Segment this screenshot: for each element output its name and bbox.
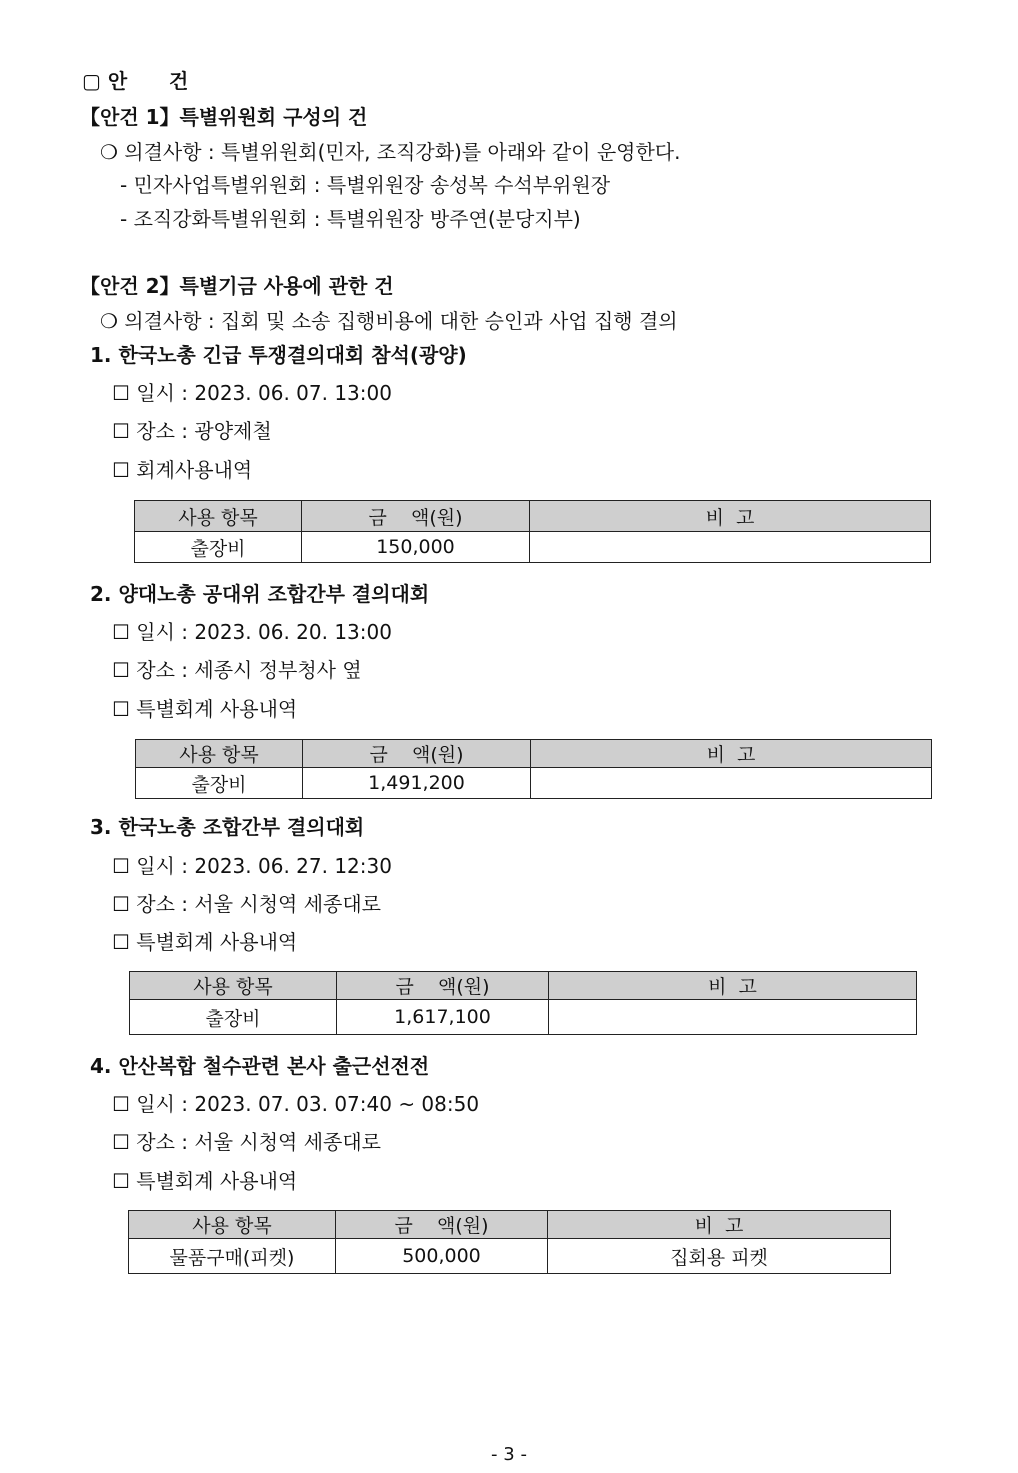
usage-table bbox=[129, 971, 917, 1035]
cell-item: 출장비 bbox=[136, 768, 303, 799]
event-usage-label: ☐ 특별회계 사용내역 bbox=[112, 1169, 298, 1193]
cell-note bbox=[549, 1000, 917, 1035]
cell-item: 출장비 bbox=[135, 532, 302, 563]
header-note: 비 고 bbox=[548, 1211, 891, 1239]
header-item: 사용 항목 bbox=[130, 972, 337, 1000]
table-row bbox=[129, 1239, 891, 1274]
event-date: ☐ 일시 : 2023. 06. 20. 13:00 bbox=[112, 620, 392, 644]
header-amount: 금 액(원) bbox=[336, 1211, 548, 1239]
event-place: ☐ 장소 : 세종시 정부청사 옆 bbox=[112, 658, 362, 682]
agenda2-resolution: ❍ 의결사항 : 집회 및 소송 집행비용에 대한 승인과 사업 집행 결의 bbox=[100, 309, 678, 333]
page-number: - 3 - bbox=[491, 1444, 527, 1465]
cell-note bbox=[530, 532, 931, 563]
event-usage-label: ☐ 특별회계 사용내역 bbox=[112, 697, 298, 721]
cell-item: 물품구매(피켓) bbox=[129, 1239, 336, 1274]
header-note: 비 고 bbox=[531, 740, 932, 768]
event-place: ☐ 장소 : 서울 시청역 세종대로 bbox=[112, 892, 381, 916]
cell-item: 출장비 bbox=[130, 1000, 337, 1035]
header-note: 비 고 bbox=[530, 501, 931, 532]
section-title: ▢ 안 건 bbox=[82, 69, 189, 93]
cell-amount: 1,491,200 bbox=[303, 768, 531, 799]
event-usage-label: ☐ 특별회계 사용내역 bbox=[112, 930, 298, 954]
cell-amount: 1,617,100 bbox=[337, 1000, 549, 1035]
event-place: ☐ 장소 : 서울 시청역 세종대로 bbox=[112, 1130, 381, 1154]
event-usage-label: ☐ 회계사용내역 bbox=[112, 458, 253, 482]
header-note: 비 고 bbox=[549, 972, 917, 1000]
header-amount: 금 액(원) bbox=[303, 740, 531, 768]
event-title: 4. 안산복합 철수관련 본사 출근선전전 bbox=[90, 1054, 430, 1078]
event-date: ☐ 일시 : 2023. 06. 07. 13:00 bbox=[112, 381, 392, 405]
event-title: 3. 한국노총 조합간부 결의대회 bbox=[90, 815, 365, 839]
table-header-row bbox=[129, 1211, 891, 1239]
header-item: 사용 항목 bbox=[136, 740, 303, 768]
event-title: 2. 양대노총 공대위 조합간부 결의대회 bbox=[90, 582, 430, 606]
header-item: 사용 항목 bbox=[129, 1211, 336, 1239]
header-item: 사용 항목 bbox=[135, 501, 302, 532]
cell-note bbox=[531, 768, 932, 799]
table-header-row bbox=[130, 972, 917, 1000]
cell-amount: 150,000 bbox=[302, 532, 530, 563]
event-title: 1. 한국노총 긴급 투쟁결의대회 참석(광양) bbox=[90, 343, 467, 367]
agenda2-title: 【안건 2】특별기금 사용에 관한 건 bbox=[80, 274, 394, 298]
agenda1-item: - 조직강화특별위원회 : 특별위원장 방주연(분당지부) bbox=[120, 207, 581, 231]
cell-amount: 500,000 bbox=[336, 1239, 548, 1274]
header-amount: 금 액(원) bbox=[337, 972, 549, 1000]
agenda1-resolution: ❍ 의결사항 : 특별위원회(민자, 조직강화)를 아래와 같이 운영한다. bbox=[100, 140, 681, 164]
header-amount: 금 액(원) bbox=[302, 501, 530, 532]
table-row bbox=[130, 1000, 917, 1035]
event-place: ☐ 장소 : 광양제철 bbox=[112, 419, 272, 443]
event-date: ☐ 일시 : 2023. 06. 27. 12:30 bbox=[112, 854, 392, 878]
usage-table bbox=[128, 1210, 891, 1274]
event-date: ☐ 일시 : 2023. 07. 03. 07:40 ~ 08:50 bbox=[112, 1092, 480, 1116]
usage-table bbox=[135, 739, 932, 799]
table-row bbox=[136, 768, 932, 799]
agenda1-item: - 민자사업특별위원회 : 특별위원장 송성복 수석부위원장 bbox=[120, 173, 611, 197]
cell-note: 집회용 피켓 bbox=[548, 1239, 891, 1274]
agenda1-title: 【안건 1】특별위원회 구성의 건 bbox=[80, 105, 368, 129]
table-row bbox=[135, 532, 931, 563]
table-header-row bbox=[136, 740, 932, 768]
usage-table bbox=[134, 500, 931, 563]
table-header-row bbox=[135, 501, 931, 532]
